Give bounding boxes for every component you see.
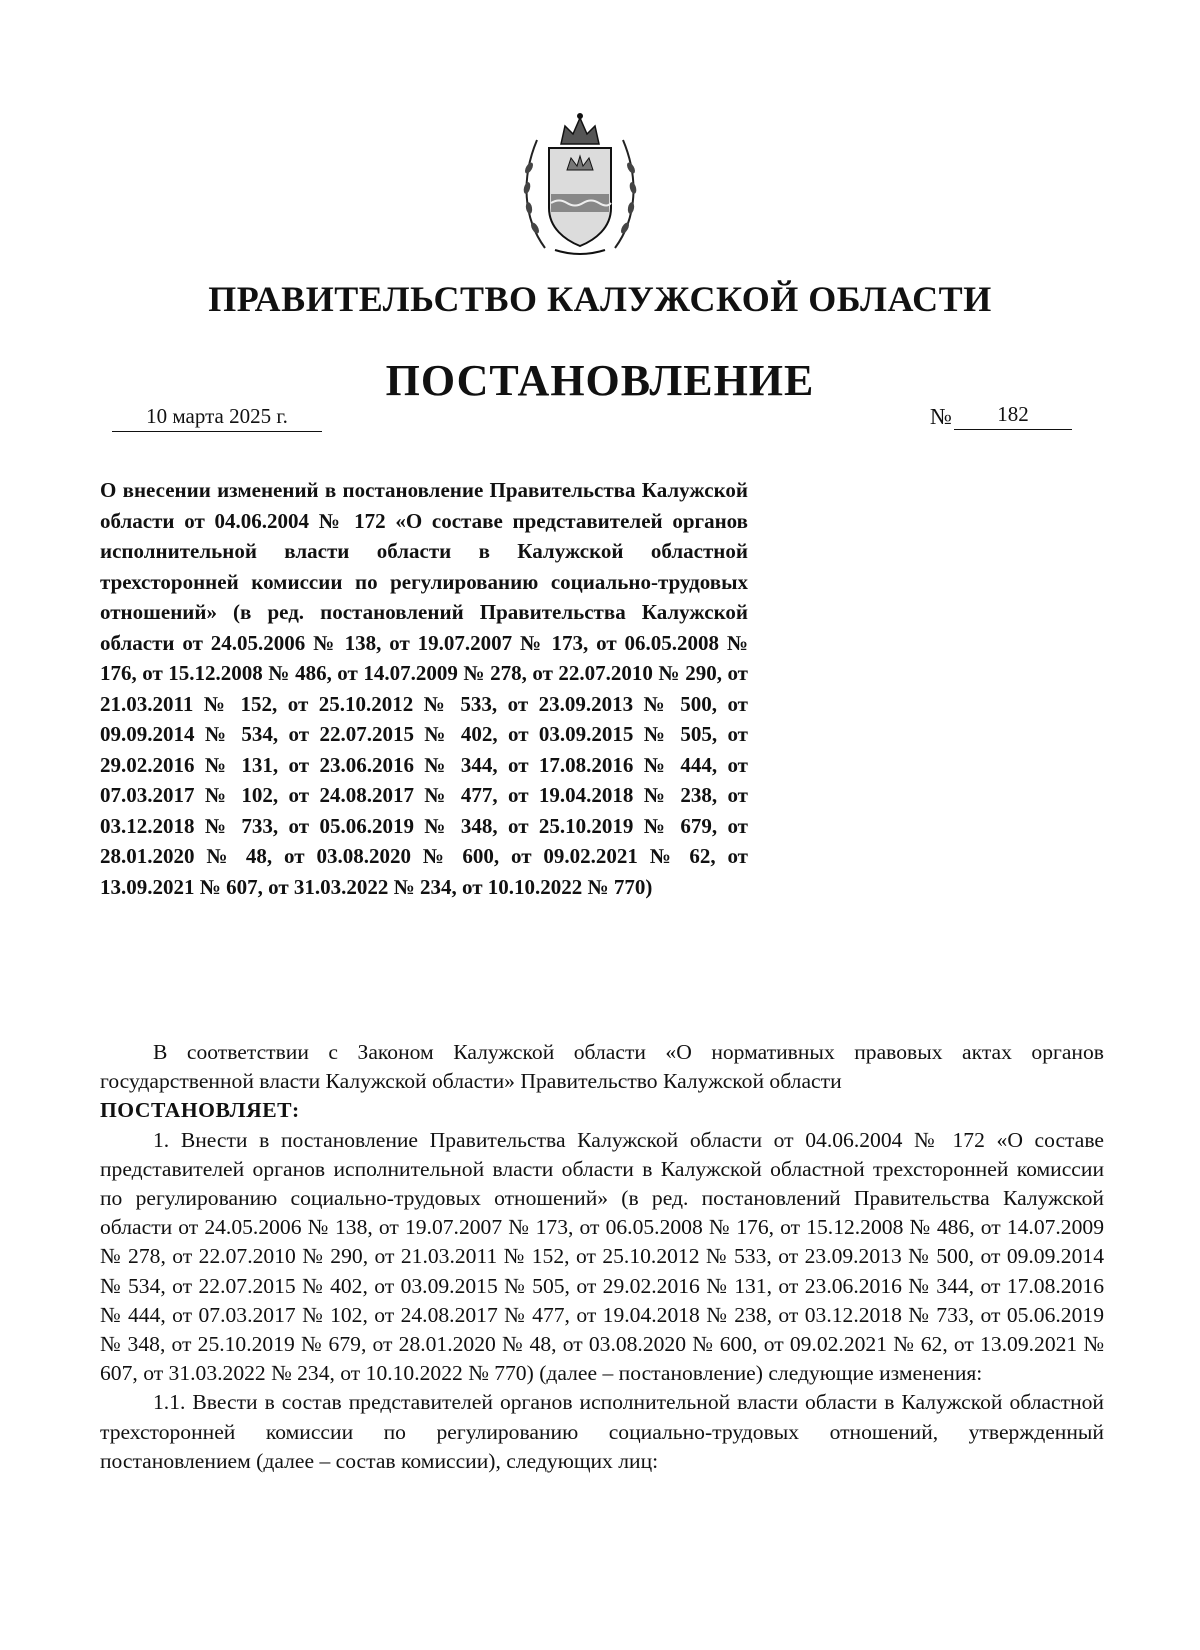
item-1-1-paragraph: 1.1. Ввести в состав представителей органов исполнительной власти области в Калужской областной трехсторонней комиссии по регулированию социально-трудовых отношений, утвержденный постановлением (далее – состав комиссии), следующих лиц: [100,1390,1104,1473]
item-1-paragraph: 1. Внести в постановление Правительства Калужской области от 04.06.2004 № 172 «О составе представителей органов исполнительной власти области в Калужской областной трехсторонней комиссии по регулированию социально-трудовых отношений» (в ред. постановлений Правительства Калужской области от 24.05.2006 № 138, от 19.07.2007 № 173, от 06.05.2008 № 176, от 15.12.2008 № 486, от 14.07.2009 № 278, от 22.07.2010 № 290, от 21.03.2011 № 152, от 25.10.2012 № 533, от 23.09.2013 № 500, от 09.09.2014 № 534, от 22.07.2015 № 402, от 03.09.2015 № 505, от 29.02.2016 № 131, от 23.06.2016 № 344, от 17.08.2016 № 444, от 07.03.2017 № 102, от 24.08.2017 № 477, от 19.04.2018 № 238, от 03.12.2018 № 733, от 05.06.2019 № 348, от 25.10.2019 № 679, от 28.01.2020 № 48, от 03.08.2020 № 600, от 09.02.2021 № 62, от 13.09.2021 № 607, от 31.03.2022 № 234, от 10.10.2022 № 770) (далее – постановление) следующие изменения: [100,1127,1104,1386]
document-subject: О внесении изменений в постановление Правительства Калужской области от 04.06.2004 № 172 «О составе представителей органов исполнительной власти области в Калужской областной трехсторонней комиссии по регулированию социально-трудовых отношений» (в ред. постановлений Правительства Калужской области от 24.05.2006 № 138, от 19.07.2007 № 173, от 06.05.2008 № 176, от 15.12.2008 № 486, от 14.07.2009 № 278, от 22.07.2010 № 290, от 21.03.2011 № 152, от 25.10.2012 № 533, от 23.09.2013 № 500, от 09.09.2014 № 534, от 22.07.2015 № 402, от 03.09.2015 № 505, от 29.02.2016 № 131, от 23.06.2016 № 344, от 17.08.2016 № 444, от 07.03.2017 № 102, от 24.08.2017 № 477, от 19.04.2018 № 238, от 03.12.2018 № 733, от 05.06.2019 № 348, от 25.10.2019 № 679, от 28.01.2020 № 48, от 03.08.2020 № 600, от 09.02.2021 № 62, от 13.09.2021 № 607, от 31.03.2022 № 234, от 10.10.2022 № 770) [100,478,748,899]
preamble-paragraph [100,1038,1104,1126]
preamble-text: В соответствии с Законом Калужской области «О нормативных правовых актах органов государственной власти Калужской области» Правительство Калужской области [100,1040,1104,1094]
government-name: ПРАВИТЕЛЬСТВО КАЛУЖСКОЙ ОБЛАСТИ [208,279,992,319]
number-label: № [930,404,952,429]
document-body [100,1038,1104,1476]
decree-word: ПОСТАНОВЛЯЕТ: [100,1098,300,1123]
document-number-field [930,402,1072,430]
coat-of-arms-icon [515,108,645,258]
document-date: 10 марта 2025 г. [112,404,322,432]
document-type-title: ПОСТАНОВЛЕНИЕ [385,356,815,405]
document-number: 182 [954,402,1072,430]
